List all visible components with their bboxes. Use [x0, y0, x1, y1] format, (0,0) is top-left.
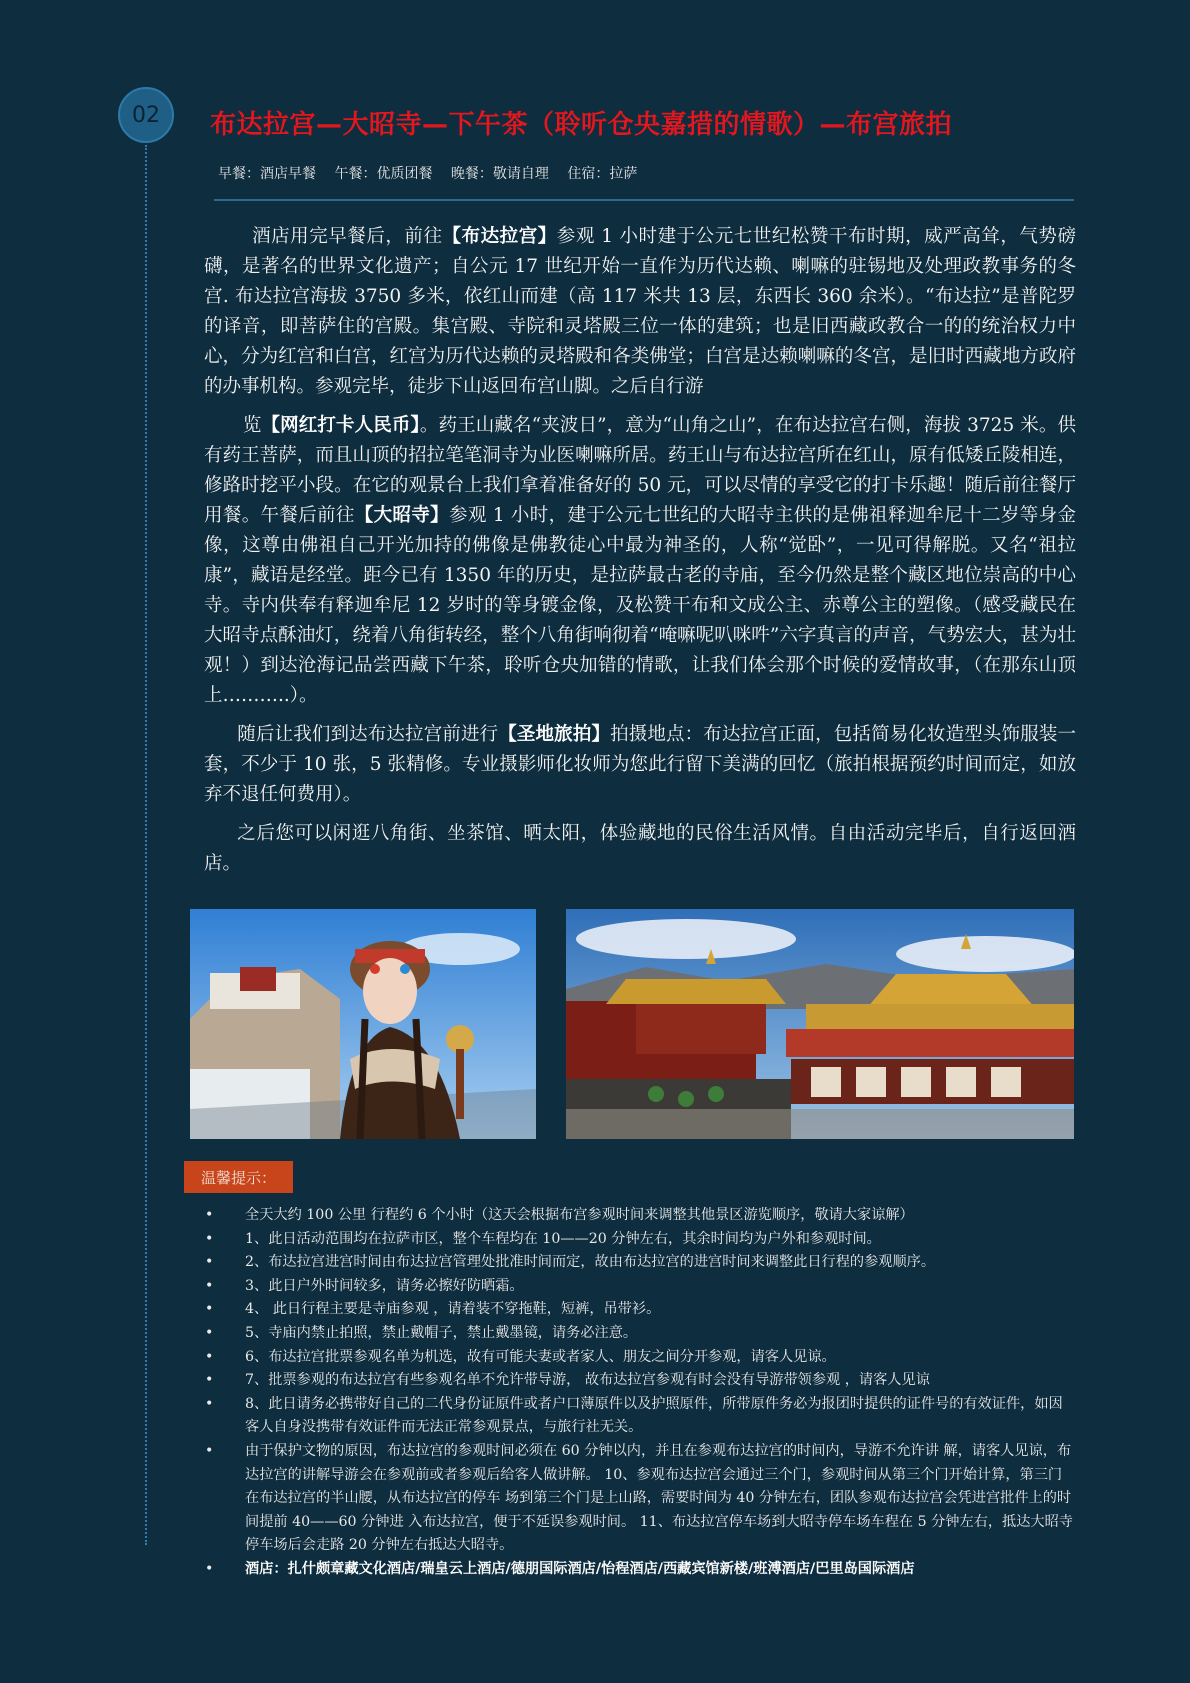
tip-text: 全天大约 100 公里 行程约 6 个小时（这天会根据布宫参观时间来调整其他景区游览顺序，敬请大家谅解） — [245, 1207, 914, 1223]
tip-item — [205, 1228, 1075, 1252]
meal-dinner: 晚餐：敬请自理 — [450, 166, 549, 182]
itinerary-body — [204, 222, 1076, 888]
tip-item — [205, 1440, 1075, 1558]
day-number: 02 — [132, 102, 160, 128]
timeline-dotted-line — [145, 145, 147, 1545]
tip-text: 由于保护文物的原因，布达拉宫的参观时间必须在 60 分钟以内，并且在参观布达拉宫的时间内，导游不允许讲 解，请客人见谅，布达拉宫的讲解导游会在参观前或者参观后给客人做讲解。 10、参观布达拉宫会通过三个门，参观时间从第三个门开始计算，第三门在布达拉宫的半山腰，从布达拉宫的停车 场到第三个门是上山路，需要时间为 40 分钟左右，团队参观布达拉宫会凭进宫批件上的时间提前 40——60 分钟进 入布达拉宫，便于不延误参观时间。 11、布达拉宫停车场到大昭寺停车场车程在 5 分钟左右，抵达大昭寺停车场后会走路 20 分钟左右抵达大昭寺。 — [245, 1442, 1073, 1554]
tip-text: 2、布达拉宫进宫时间由布达拉宫管理处批准时间而定，故由布达拉宫的进宫时间来调整此日行程的参观顺序。 — [245, 1254, 936, 1271]
paragraph-text: 随后让我们到达布达拉宫前进行 — [237, 724, 499, 745]
tips-label: 温馨提示： — [184, 1161, 293, 1193]
tip-item — [205, 1275, 1075, 1299]
tip-text: 3、此日户外时间较多，请务必擦好防晒霜。 — [245, 1277, 524, 1294]
header-divider — [214, 199, 1074, 201]
bullet-icon: • — [205, 1395, 214, 1412]
highlight-attraction: 【布达拉宫】 — [442, 226, 557, 247]
bullet-icon: • — [205, 1254, 214, 1271]
itinerary-paragraph — [204, 222, 1076, 402]
paragraph-text: 览 — [242, 415, 262, 436]
photo-jokhang-temple — [566, 909, 1074, 1139]
bullet-icon: • — [205, 1560, 214, 1577]
tip-item — [205, 1393, 1075, 1440]
tip-text: 8、此日请务必携带好自己的二代身份证原件或者户口薄原件以及护照原件，所带原件务必为报团时提供的证件号的有效证件，如因客人自身没携带有效证件而无法正常参观景点，与旅行社无关。 — [245, 1395, 1063, 1436]
tip-item — [205, 1298, 1075, 1322]
tip-text: 7、批票参观的布达拉宫有些参观名单不允许带导游， 故布达拉宫参观有时会没有导游带领参观 ，请客人见谅 — [245, 1372, 930, 1389]
bullet-icon: • — [205, 1348, 214, 1365]
tip-item — [205, 1346, 1075, 1370]
paragraph-text: 之后您可以闲逛八角街、坐茶馆、晒太阳，体验藏地的民俗生活风情。自由活动完毕后，自行返回酒店。 — [204, 823, 1076, 874]
tip-text: 酒店：扎什颇章藏文化酒店/瑞皇云上酒店/德朋国际酒店/怡程酒店/西藏宾馆新楼/班溥酒店/巴里岛国际酒店 — [245, 1560, 915, 1577]
tip-item — [205, 1204, 1075, 1228]
bullet-icon: • — [205, 1207, 214, 1223]
highlight-attraction: 【圣地旅拍】 — [498, 724, 611, 745]
itinerary-paragraph — [204, 411, 1076, 711]
stay-city: 住宿：拉萨 — [567, 166, 638, 182]
tip-text: 4、 此日行程主要是寺庙参观 ，请着装不穿拖鞋，短裤，吊带衫。 — [245, 1301, 661, 1318]
tip-text: 5、寺庙内禁止拍照，禁止戴帽子，禁止戴墨镜，请务必注意。 — [245, 1324, 638, 1341]
paragraph-text: 参观 1 小时建于公元七世纪松赞干布时期，威严高耸，气势磅礴，是著名的世界文化遗产；自公元 17 世纪开始一直作为历代达赖、喇嘛的驻锡地及处理政教事务的冬宫. 布达拉宫海拔 3750 多米，依红山而建（高 117 米共 13 层，东西长 360 余米）。“布达拉”是普陀罗的译音，即菩萨住的宫殿。集宫殿、寺院和灵塔殿三位一体的建筑；也是旧西藏政教合一的的统治权力中心，分为红宫和白宫，红宫为历代达赖的灵塔殿和各类佛堂；白宫是达赖喇嘛的冬宫，是旧时西藏地方政府的办事机构。参观完毕，徒步下山返回布宫山脚。之后自行游 — [204, 226, 1076, 397]
paragraph-text: 拍摄地点：布达拉宫正面，包括简易化妆造型头饰服装一套，不少于 10 张，5 张精修。专业摄影师化妆师为您此行留下美满的回忆（旅拍根据预约时间而定，如放弃不退任何费用）。 — [204, 724, 1076, 805]
bullet-icon: • — [205, 1230, 214, 1247]
meal-lunch: 午餐：优质团餐 — [334, 166, 433, 182]
tips-list — [205, 1204, 1075, 1582]
paragraph-text: 。药王山藏名“夹波日”，意为“山角之山”，在布达拉宫右侧，海拔 3725 米。供有药王菩萨，而且山顶的招拉笔笔洞寺为业医喇嘛所居。药王山与布达拉宫所在红山，原有低矮丘陵相连，修路时挖平小段。在它的观景台上我们拿着准备好的 50 元，可以尽情的享受它的打卡乐趣！随后前往餐厅用餐。午餐后前往 — [204, 415, 1076, 526]
highlight-attraction: 【网红打卡人民币】 — [261, 415, 420, 436]
meals-line — [218, 163, 651, 183]
photo-tibetan-portrait — [190, 909, 536, 1139]
paragraph-text: 酒店用完早餐后，前往 — [252, 226, 443, 247]
day-number-badge — [118, 87, 174, 143]
itinerary-paragraph — [204, 720, 1076, 810]
tip-text: 1、此日活动范围均在拉萨市区，整个车程均在 10——20 分钟左右，其余时间均为户外和参观时间。 — [245, 1230, 881, 1247]
highlight-attraction: 【大昭寺】 — [354, 505, 450, 526]
bullet-icon: • — [205, 1324, 214, 1341]
meal-breakfast: 早餐：酒店早餐 — [218, 166, 316, 182]
bullet-icon: • — [205, 1277, 214, 1294]
tip-item — [205, 1369, 1075, 1393]
bullet-icon: • — [205, 1301, 214, 1318]
tip-text: 6、布达拉宫批票参观名单为机选，故有可能夫妻或者家人、朋友之间分开参观，请客人见谅。 — [245, 1348, 836, 1365]
tip-item — [205, 1251, 1075, 1275]
bullet-icon: • — [205, 1442, 214, 1459]
tip-item — [205, 1322, 1075, 1346]
paragraph-text: 参观 1 小时，建于公元七世纪的大昭寺主供的是佛祖释迦牟尼十二岁等身金像，这尊由佛祖自己开光加持的佛像是佛教徒心中最为神圣的，人称“觉卧”，一见可得解脱。又名“祖拉康”，藏语是经堂。距今已有 1350 年的历史，是拉萨最古老的寺庙，至今仍然是整个藏区地位崇高的中心寺。寺内供奉有释迦牟尼 12 岁时的等身镀金像，及松赞干布和文成公主、赤尊公主的塑像。（感受藏民在大昭寺点酥油灯，绕着八角街转经，整个八角街响彻着“唵嘛呢叭咪吽”六字真言的声音，气势宏大，甚为壮观！）到达沧海记品尝西藏下午茶，聆听仓央加错的情歌，让我们体会那个时候的爱情故事，（在那东山顶上………..）。 — [204, 505, 1076, 706]
itinerary-paragraph — [204, 819, 1076, 879]
tip-item — [205, 1558, 1075, 1582]
bullet-icon: • — [205, 1372, 214, 1389]
page-title: 布达拉宫—大昭寺—下午茶（聆听仓央嘉措的情歌）—布宫旅拍 — [210, 110, 953, 140]
